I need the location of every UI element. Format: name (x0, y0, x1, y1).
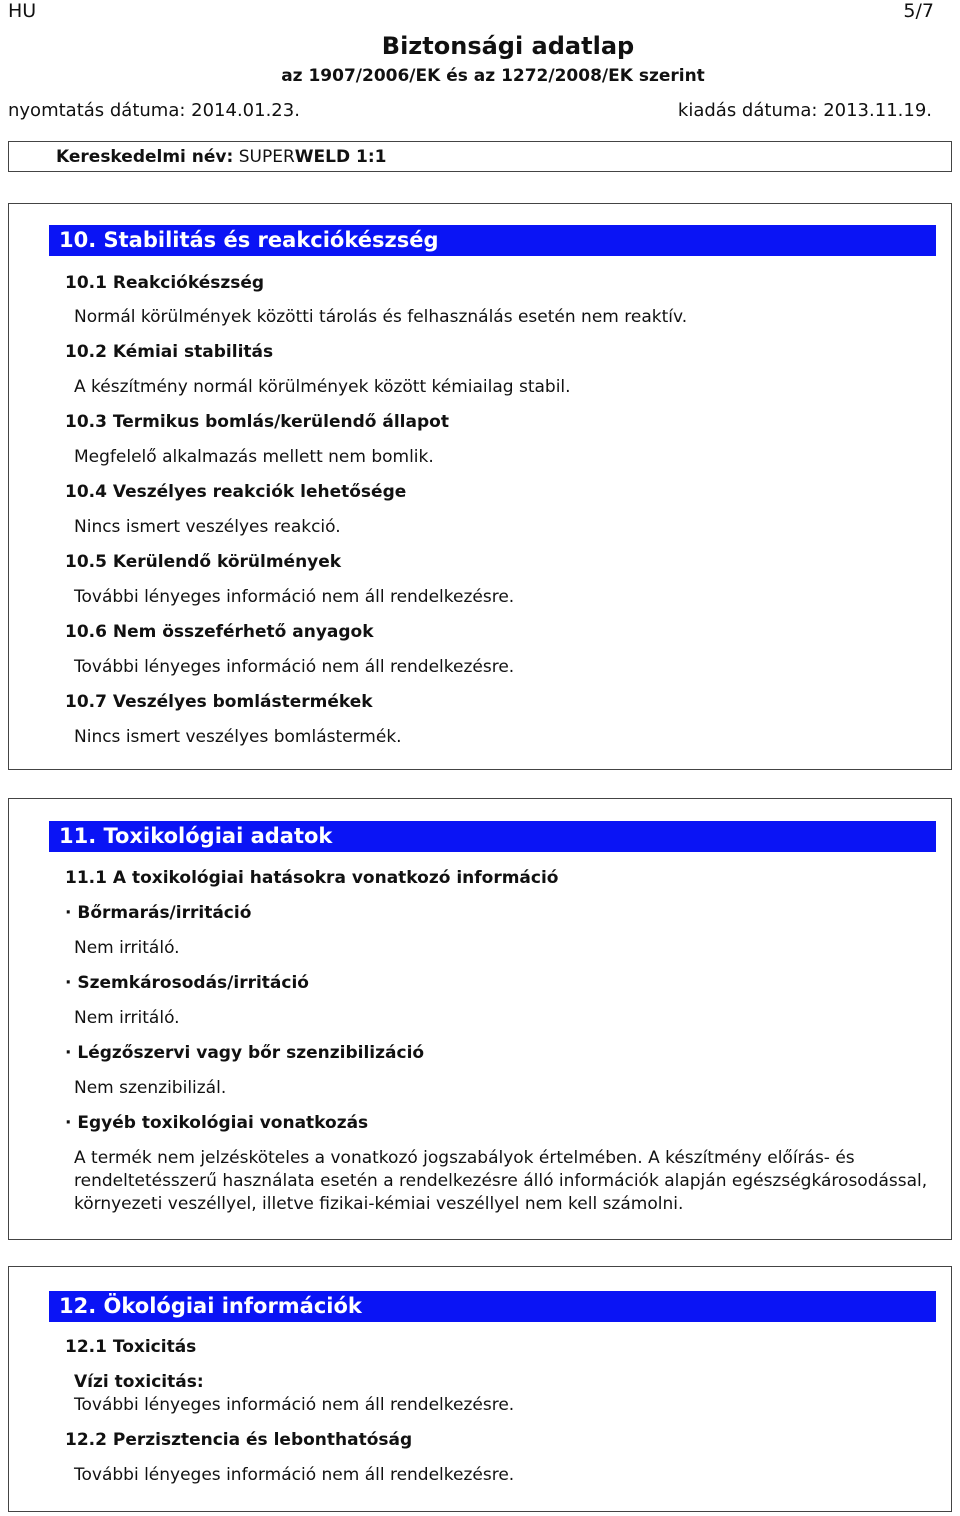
trade-name-value-prefix: SUPER (233, 147, 295, 167)
text-10-4: Nincs ismert veszélyes reakció. (74, 517, 341, 537)
section-11-title: 11. Toxikológiai adatok (49, 821, 936, 852)
document-title: Biztonsági adatlap (381, 32, 635, 60)
text-10-5: További lényeges információ nem áll rendelkezésre. (74, 587, 515, 607)
subsection-11-1: 11.1 A toxikológiai hatásokra vonatkozó információ (65, 868, 559, 888)
trade-name-box (8, 141, 952, 172)
section-11 (8, 798, 952, 1240)
subsection-10-1: 10.1 Reakciókészség (65, 273, 265, 293)
page-number: 5/7 (903, 0, 934, 22)
text-aquatic-toxicity: További lényeges információ nem áll rendelkezésre. (74, 1395, 515, 1415)
document-subtitle: az 1907/2006/EK és az 1272/2008/EK szerint (281, 66, 705, 86)
section-12-title: 12. Ökológiai információk (49, 1291, 936, 1322)
text-10-2: A készítmény normál körülmények között kémiailag stabil. (74, 377, 571, 397)
subsection-12-1: 12.1 Toxicitás (65, 1337, 197, 1357)
item-eye-damage: · Szemkárosodás/irritáció (65, 973, 309, 993)
trade-name (56, 147, 386, 167)
trade-name-value-suffix: WELD 1:1 (294, 147, 387, 167)
item-sensitisation: · Légzőszervi vagy bőr szenzibilizáció (65, 1043, 425, 1063)
issue-date: kiadás dátuma: 2013.11.19. (677, 100, 932, 121)
subsection-10-5: 10.5 Kerülendő körülmények (65, 552, 342, 572)
text-persistence: További lényeges információ nem áll rendelkezésre. (74, 1465, 515, 1485)
item-other-toxicology: · Egyéb toxikológiai vonatkozás (65, 1113, 369, 1133)
text-10-7: Nincs ismert veszélyes bomlástermék. (74, 727, 402, 747)
print-date: nyomtatás dátuma: 2014.01.23. (8, 100, 300, 121)
text-other-toxicology: A termék nem jelzésköteles a vonatkozó jogszabályok értelmében. A készítmény előírás- és rendeltetésszerű használata esetén a rendelkezésre álló információk alapján egészségkárosodással, környezeti veszéllyel, illetve fizikai-kémiai veszéllyel nem kell számolni. (74, 1148, 928, 1214)
section-10 (8, 203, 952, 770)
item-skin-irritation: · Bőrmarás/irritáció (65, 903, 252, 923)
subsection-10-4: 10.4 Veszélyes reakciók lehetősége (65, 482, 407, 502)
text-skin-irritation: Nem irritáló. (74, 938, 180, 958)
text-10-1: Normál körülmények közötti tárolás és felhasználás esetén nem reaktív. (74, 307, 688, 327)
aquatic-toxicity-label: Vízi toxicitás: (74, 1372, 204, 1392)
trade-name-label: Kereskedelmi név: (56, 147, 234, 167)
text-sensitisation: Nem szenzibilizál. (74, 1078, 227, 1098)
subsection-10-7: 10.7 Veszélyes bomlástermékek (65, 692, 373, 712)
language-code: HU (8, 0, 37, 22)
section-12 (8, 1266, 952, 1512)
subsection-10-3: 10.3 Termikus bomlás/kerülendő állapot (65, 412, 449, 432)
subsection-10-2: 10.2 Kémiai stabilitás (65, 342, 274, 362)
subsection-10-6: 10.6 Nem összeférhető anyagok (65, 622, 374, 642)
section-10-title: 10. Stabilitás és reakciókészség (49, 225, 936, 256)
text-eye-damage: Nem irritáló. (74, 1008, 180, 1028)
text-10-6: További lényeges információ nem áll rendelkezésre. (74, 657, 515, 677)
text-10-3: Megfelelő alkalmazás mellett nem bomlik. (74, 447, 434, 467)
subsection-12-2: 12.2 Perzisztencia és lebonthatóság (65, 1430, 413, 1450)
